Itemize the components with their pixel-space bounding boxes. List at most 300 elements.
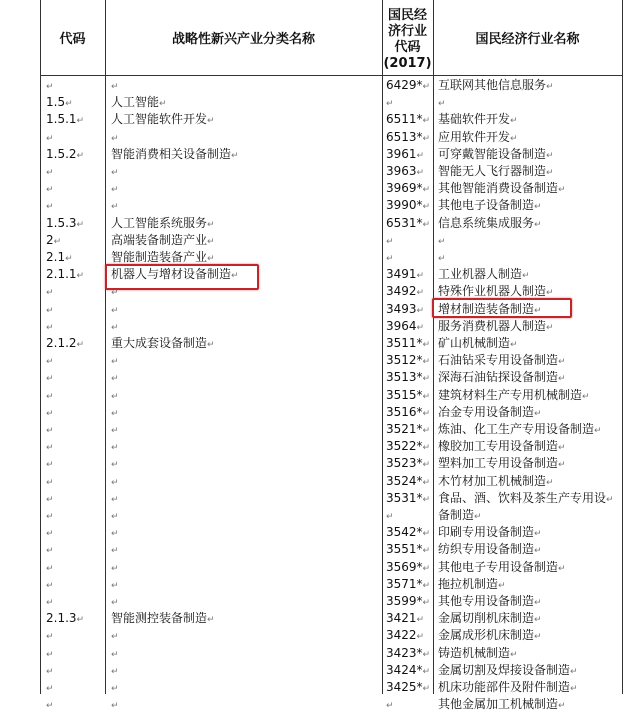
table-cell-iname <box>438 524 542 543</box>
paragraph-mark-icon: ↵ <box>76 150 85 161</box>
cell-text: 3524* <box>386 473 423 488</box>
table-cell-icode <box>386 335 430 354</box>
table-cell-code <box>46 610 84 629</box>
table-border-right <box>622 0 623 694</box>
table-cell-iname <box>438 696 566 715</box>
table-cell-code <box>46 94 73 113</box>
cell-text: 人工智能软件开发 <box>111 112 208 127</box>
paragraph-mark-icon: ↵ <box>422 580 431 591</box>
paragraph-mark-icon: ↵ <box>46 288 54 299</box>
paragraph-mark-icon: ↵ <box>111 684 119 694</box>
table-cell-category <box>111 645 119 664</box>
paragraph-mark-icon: ↵ <box>76 219 85 230</box>
table-cell-code <box>46 507 54 526</box>
table-cell-iname <box>438 559 566 578</box>
paragraph-mark-icon: ↵ <box>510 116 518 127</box>
table-cell-iname <box>438 369 566 388</box>
cell-text: 3522* <box>386 439 423 454</box>
cell-text: 1.5.2 <box>46 146 77 161</box>
table-cell-category <box>111 593 119 612</box>
cell-text: 工业机器人制造 <box>438 267 523 282</box>
table-cell-code <box>46 335 84 354</box>
paragraph-mark-icon: ↵ <box>558 460 566 471</box>
cell-text: 橡胶加工专用设备制造 <box>438 439 559 454</box>
header-industry-code-line: 代码 <box>394 40 421 55</box>
table-cell-code <box>46 387 54 406</box>
paragraph-mark-icon: ↵ <box>111 426 119 436</box>
paragraph-mark-icon: ↵ <box>558 374 566 385</box>
cell-text: 3424* <box>386 662 423 677</box>
cell-text: 备制造 <box>438 508 475 522</box>
table-cell-icode <box>386 696 394 715</box>
paragraph-mark-icon: ↵ <box>207 340 215 350</box>
cell-text: 3425* <box>386 680 423 694</box>
paragraph-mark-icon: ↵ <box>111 408 119 419</box>
table-cell-icode <box>386 507 394 526</box>
paragraph-mark-icon: ↵ <box>422 494 431 505</box>
table-cell-icode <box>386 129 430 148</box>
paragraph-mark-icon: ↵ <box>546 477 554 488</box>
paragraph-mark-icon: ↵ <box>46 185 54 196</box>
paragraph-mark-icon: ↵ <box>534 202 542 213</box>
paragraph-mark-icon: ↵ <box>111 701 119 712</box>
paragraph-mark-icon: ↵ <box>416 305 425 316</box>
table-cell-category <box>111 576 119 595</box>
cell-text: 1.5.3 <box>46 215 77 230</box>
table-cell-iname <box>438 404 542 423</box>
cell-text: 6429* <box>386 78 423 92</box>
table-cell-icode <box>386 369 430 388</box>
table-cell-icode <box>386 645 430 664</box>
paragraph-mark-icon: ↵ <box>422 529 431 540</box>
table-cell-category <box>111 335 215 354</box>
table-cell-code <box>46 163 54 182</box>
paragraph-mark-icon: ↵ <box>111 477 119 488</box>
cell-text: 应用软件开发 <box>438 129 511 144</box>
table-cell-category <box>111 352 119 371</box>
paragraph-mark-icon: ↵ <box>46 546 54 557</box>
cell-text: 印刷专用设备制造 <box>438 525 535 540</box>
paragraph-mark-icon: ↵ <box>422 443 431 454</box>
paragraph-mark-icon: ↵ <box>111 202 119 213</box>
table-cell-icode <box>386 438 430 457</box>
paragraph-mark-icon: ↵ <box>510 649 518 660</box>
table-cell-code <box>46 645 54 664</box>
cell-text: 矿山机械制造 <box>438 336 511 350</box>
cell-text: 3523* <box>386 456 423 471</box>
table-cell-icode <box>386 404 430 423</box>
cell-text: 其他专用设备制造 <box>438 594 535 608</box>
table-column-divider <box>382 0 383 694</box>
table-cell-icode <box>386 662 430 681</box>
paragraph-mark-icon: ↵ <box>46 666 54 677</box>
paragraph-mark-icon: ↵ <box>474 512 482 522</box>
paragraph-mark-icon: ↵ <box>422 426 431 436</box>
table-cell-icode <box>386 197 430 216</box>
paragraph-mark-icon: ↵ <box>534 546 542 557</box>
paragraph-mark-icon: ↵ <box>46 391 54 402</box>
cell-text: 特殊作业机器人制造 <box>438 284 547 299</box>
table-cell-category <box>111 507 119 526</box>
paragraph-mark-icon: ↵ <box>422 666 431 677</box>
cell-text: 金属切削机床制造 <box>438 611 535 626</box>
table-cell-category <box>111 679 119 698</box>
header-industry-code-line: 国民经 <box>387 8 427 23</box>
table-cell-category <box>111 94 167 113</box>
table-cell-category <box>111 387 119 406</box>
header-industry-code-line: (2017) <box>383 56 432 71</box>
paragraph-mark-icon: ↵ <box>422 133 431 144</box>
highlight-box-industry <box>432 298 572 318</box>
table-cell-icode <box>386 318 424 337</box>
paragraph-mark-icon: ↵ <box>438 254 446 264</box>
paragraph-mark-icon: ↵ <box>386 236 394 247</box>
table-cell-iname <box>438 215 542 234</box>
paragraph-mark-icon: ↵ <box>46 529 54 540</box>
paragraph-mark-icon: ↵ <box>46 580 54 591</box>
table-cell-category <box>111 215 215 234</box>
paragraph-mark-icon: ↵ <box>422 460 431 471</box>
paragraph-mark-icon: ↵ <box>416 271 425 282</box>
table-cell-category <box>111 455 119 474</box>
paragraph-mark-icon: ↵ <box>111 185 119 196</box>
table-cell-icode <box>386 249 394 268</box>
paragraph-mark-icon: ↵ <box>207 236 215 247</box>
paragraph-mark-icon: ↵ <box>546 82 554 92</box>
paragraph-mark-icon: ↵ <box>386 99 394 110</box>
table-cell-code <box>46 696 54 715</box>
paragraph-mark-icon: ↵ <box>534 632 542 643</box>
table-cell-iname <box>438 129 518 148</box>
cell-text: 2.1.3 <box>46 611 77 626</box>
paragraph-mark-icon: ↵ <box>111 322 119 333</box>
table-cell-category <box>111 146 239 165</box>
paragraph-mark-icon: ↵ <box>416 322 425 333</box>
paragraph-mark-icon: ↵ <box>111 649 119 660</box>
table-cell-code <box>46 524 54 543</box>
table-cell-code <box>46 129 54 148</box>
paragraph-mark-icon: ↵ <box>46 357 54 368</box>
paragraph-mark-icon: ↵ <box>111 374 119 385</box>
paragraph-mark-icon: ↵ <box>386 701 394 712</box>
paragraph-mark-icon: ↵ <box>422 408 431 419</box>
table-cell-category <box>111 129 119 148</box>
paragraph-mark-icon: ↵ <box>111 168 119 178</box>
table-cell-category <box>111 627 119 646</box>
cell-text: 其他电子专用设备制造 <box>438 559 559 574</box>
table-cell-iname <box>438 541 542 560</box>
table-cell-iname <box>438 438 566 457</box>
table-cell-iname <box>438 455 566 474</box>
paragraph-mark-icon: ↵ <box>46 477 54 488</box>
table-cell-icode <box>386 421 430 440</box>
table-cell-iname <box>438 163 554 182</box>
paragraph-mark-icon: ↵ <box>46 598 54 608</box>
paragraph-mark-icon: ↵ <box>546 288 554 299</box>
table-cell-code <box>46 111 84 130</box>
paragraph-mark-icon: ↵ <box>510 133 518 144</box>
paragraph-mark-icon: ↵ <box>111 632 119 643</box>
table-cell-icode <box>386 352 430 371</box>
paragraph-mark-icon: ↵ <box>534 305 542 316</box>
paragraph-mark-icon: ↵ <box>558 357 566 368</box>
table-cell-code <box>46 146 84 165</box>
table-cell-code <box>46 301 54 320</box>
paragraph-mark-icon: ↵ <box>422 116 431 127</box>
table-cell-code <box>46 576 54 595</box>
paragraph-mark-icon: ↵ <box>46 305 54 316</box>
table-cell-category <box>111 421 119 440</box>
cell-text: 拖拉机制造 <box>438 576 499 591</box>
table-cell-iname <box>438 180 566 199</box>
cell-text: 6513* <box>386 129 423 144</box>
table-cell-category <box>111 473 119 492</box>
paragraph-mark-icon: ↵ <box>546 150 554 161</box>
table-cell-iname <box>438 576 506 595</box>
table-cell-code <box>46 369 54 388</box>
table-cell-icode <box>386 627 424 646</box>
paragraph-mark-icon: ↵ <box>422 684 431 694</box>
cell-text: 智能消费相关设备制造 <box>111 146 232 161</box>
paragraph-mark-icon: ↵ <box>46 512 54 522</box>
paragraph-mark-icon: ↵ <box>422 477 431 488</box>
table-cell-icode <box>386 541 430 560</box>
cell-text: 3423* <box>386 645 423 660</box>
paragraph-mark-icon: ↵ <box>46 426 54 436</box>
cell-text: 其他电子设备制造 <box>438 198 535 213</box>
table-cell-icode <box>386 146 424 165</box>
table-cell-code <box>46 541 54 560</box>
cell-text: 3493 <box>386 301 417 316</box>
table-cell-code <box>46 455 54 474</box>
cell-text: 3963 <box>386 164 417 178</box>
paragraph-mark-icon: ↵ <box>46 82 54 92</box>
cell-text: 塑料加工专用设备制造 <box>438 456 559 471</box>
cell-text: 3521* <box>386 422 423 436</box>
table-cell-code <box>46 404 54 423</box>
table-cell-code <box>46 559 54 578</box>
table-cell-icode <box>386 215 430 234</box>
paragraph-mark-icon: ↵ <box>522 271 530 282</box>
table-cell-category <box>111 180 119 199</box>
cell-text: 高端装备制造产业 <box>111 232 208 247</box>
table-cell-iname <box>438 662 578 681</box>
table-cell-code <box>46 318 54 337</box>
cell-text: 重大成套设备制造 <box>111 336 208 350</box>
paragraph-mark-icon: ↵ <box>546 322 554 333</box>
table-cell-icode <box>386 163 424 182</box>
table-border-left <box>40 0 41 694</box>
cell-text: 6531* <box>386 215 423 230</box>
table-cell-category <box>111 524 119 543</box>
header-code: 代码 <box>59 32 86 47</box>
table-cell-code <box>46 438 54 457</box>
paragraph-mark-icon: ↵ <box>570 666 578 677</box>
table-cell-category <box>111 490 119 509</box>
table-cell-icode <box>386 679 430 698</box>
paragraph-mark-icon: ↵ <box>422 185 431 196</box>
table-cell-code <box>46 197 54 216</box>
table-cell-code <box>46 180 54 199</box>
table-cell-category <box>111 610 215 629</box>
cell-text: 3513* <box>386 370 423 385</box>
cell-text: 3599* <box>386 594 423 608</box>
paragraph-mark-icon: ↵ <box>207 219 215 230</box>
paragraph-mark-icon: ↵ <box>46 632 54 643</box>
cell-text: 3551* <box>386 542 423 557</box>
paragraph-mark-icon: ↵ <box>111 512 119 522</box>
paragraph-mark-icon: ↵ <box>534 598 542 608</box>
paragraph-mark-icon: ↵ <box>438 236 446 247</box>
cell-text: 智能测控装备制造 <box>111 611 208 626</box>
paragraph-mark-icon: ↵ <box>111 546 119 557</box>
table-cell-iname <box>438 111 518 130</box>
table-cell-iname <box>438 421 602 440</box>
cell-text: 3491 <box>386 267 417 282</box>
table-cell-iname <box>438 387 590 406</box>
cell-text: 3569* <box>386 559 423 574</box>
paragraph-mark-icon: ↵ <box>558 563 566 574</box>
paragraph-mark-icon: ↵ <box>386 512 394 522</box>
table-cell-code <box>46 352 54 371</box>
cell-text: 冶金专用设备制造 <box>438 404 535 419</box>
table-cell-category <box>111 301 119 320</box>
paragraph-mark-icon: ↵ <box>422 357 431 368</box>
cell-text: 3964 <box>386 318 417 333</box>
table-cell-code <box>46 283 54 302</box>
table-cell-code <box>46 232 61 251</box>
paragraph-mark-icon: ↵ <box>46 202 54 213</box>
header-category: 战略性新兴产业分类名称 <box>171 32 315 47</box>
table-cell-code <box>46 473 54 492</box>
paragraph-mark-icon: ↵ <box>46 408 54 419</box>
table-cell-iname <box>438 627 542 646</box>
table-cell-code <box>46 490 54 509</box>
table-cell-code <box>46 249 73 268</box>
cell-text: 3990* <box>386 198 423 213</box>
header-industry-code <box>382 8 433 72</box>
paragraph-mark-icon: ↵ <box>159 99 167 110</box>
table-cell-iname <box>438 507 482 526</box>
cell-text: 可穿戴智能设备制造 <box>438 146 547 161</box>
paragraph-mark-icon: ↵ <box>46 460 54 471</box>
cell-text: 信息系统集成服务 <box>438 215 535 230</box>
paragraph-mark-icon: ↵ <box>422 374 431 385</box>
table-cell-iname <box>438 197 542 216</box>
table-column-divider <box>105 0 106 694</box>
table-cell-iname <box>438 232 446 251</box>
table-cell-icode <box>386 301 424 320</box>
paragraph-mark-icon: ↵ <box>510 340 518 350</box>
table-cell-icode <box>386 77 430 96</box>
paragraph-mark-icon: ↵ <box>386 254 394 264</box>
table-cell-iname <box>438 490 614 509</box>
cell-text: 金属成形机床制造 <box>438 628 535 643</box>
table-cell-iname <box>438 352 566 371</box>
paragraph-mark-icon: ↵ <box>46 701 54 712</box>
paragraph-mark-icon: ↵ <box>534 615 542 626</box>
cell-text: 炼油、化工生产专用设备制造 <box>438 422 595 436</box>
cell-text: 其他智能消费设备制造 <box>438 181 559 196</box>
table-cell-iname <box>438 318 554 337</box>
cell-text: 1.5 <box>46 95 66 110</box>
table-cell-category <box>111 232 215 251</box>
table-cell-category <box>111 77 119 96</box>
cell-text: 智能制造装备产业 <box>111 250 208 264</box>
paragraph-mark-icon: ↵ <box>416 168 425 178</box>
cell-text: 3511* <box>386 336 423 350</box>
paragraph-mark-icon: ↵ <box>558 701 566 712</box>
paragraph-mark-icon: ↵ <box>111 443 119 454</box>
paragraph-mark-icon: ↵ <box>111 305 119 316</box>
header-industry-code-line: 济行业 <box>387 24 427 39</box>
cell-text: 6511* <box>386 112 423 127</box>
paragraph-mark-icon: ↵ <box>46 168 54 178</box>
paragraph-mark-icon: ↵ <box>46 494 54 505</box>
table-cell-icode <box>386 559 430 578</box>
paragraph-mark-icon: ↵ <box>111 133 119 144</box>
paragraph-mark-icon: ↵ <box>534 219 542 230</box>
paragraph-mark-icon: ↵ <box>76 116 85 127</box>
cell-text: 深海石油钻探设备制造 <box>438 370 559 385</box>
table-cell-icode <box>386 610 424 629</box>
cell-text: 2 <box>46 232 54 247</box>
paragraph-mark-icon: ↵ <box>111 288 119 299</box>
paragraph-mark-icon: ↵ <box>111 82 119 92</box>
paragraph-mark-icon: ↵ <box>546 168 554 178</box>
table-cell-category <box>111 662 119 681</box>
table-cell-code <box>46 215 84 234</box>
table-cell-icode <box>386 283 424 302</box>
paragraph-mark-icon: ↵ <box>422 219 431 230</box>
paragraph-mark-icon: ↵ <box>46 563 54 574</box>
paragraph-mark-icon: ↵ <box>76 271 85 282</box>
cell-text: 木竹材加工机械制造 <box>438 473 547 488</box>
table-cell-iname <box>438 473 554 492</box>
table-cell-icode <box>386 111 430 130</box>
paragraph-mark-icon: ↵ <box>416 632 425 643</box>
table-cell-icode <box>386 232 394 251</box>
paragraph-mark-icon: ↵ <box>231 271 239 282</box>
paragraph-mark-icon: ↵ <box>111 357 119 368</box>
paragraph-mark-icon: ↵ <box>416 615 425 626</box>
paragraph-mark-icon: ↵ <box>111 598 119 608</box>
paragraph-mark-icon: ↵ <box>422 82 431 92</box>
cell-text: 石油钻采专用设备制造 <box>438 353 559 368</box>
table-cell-category <box>111 404 119 423</box>
cell-text: 机器人与增材设备制造 <box>111 267 232 282</box>
paragraph-mark-icon: ↵ <box>65 99 73 110</box>
table-cell-icode <box>386 266 424 285</box>
paragraph-mark-icon: ↵ <box>570 684 578 694</box>
table-cell-icode <box>386 455 430 474</box>
table-cell-category <box>111 197 119 216</box>
cell-text: 3571* <box>386 576 423 591</box>
table-cell-iname <box>438 645 518 664</box>
paragraph-mark-icon: ↵ <box>534 529 542 540</box>
cell-text: 智能无人飞行器制造 <box>438 164 547 178</box>
paragraph-mark-icon: ↵ <box>416 288 425 299</box>
table-cell-iname <box>438 610 542 629</box>
cell-text: 建筑材料生产专用机械制造 <box>438 387 583 402</box>
table-cell-iname <box>438 249 446 268</box>
paragraph-mark-icon: ↵ <box>46 443 54 454</box>
table-cell-code <box>46 593 54 612</box>
paragraph-mark-icon: ↵ <box>111 580 119 591</box>
cell-text: 人工智能系统服务 <box>111 215 208 230</box>
table-cell-category <box>111 163 119 182</box>
cell-text: 2.1.1 <box>46 267 77 282</box>
